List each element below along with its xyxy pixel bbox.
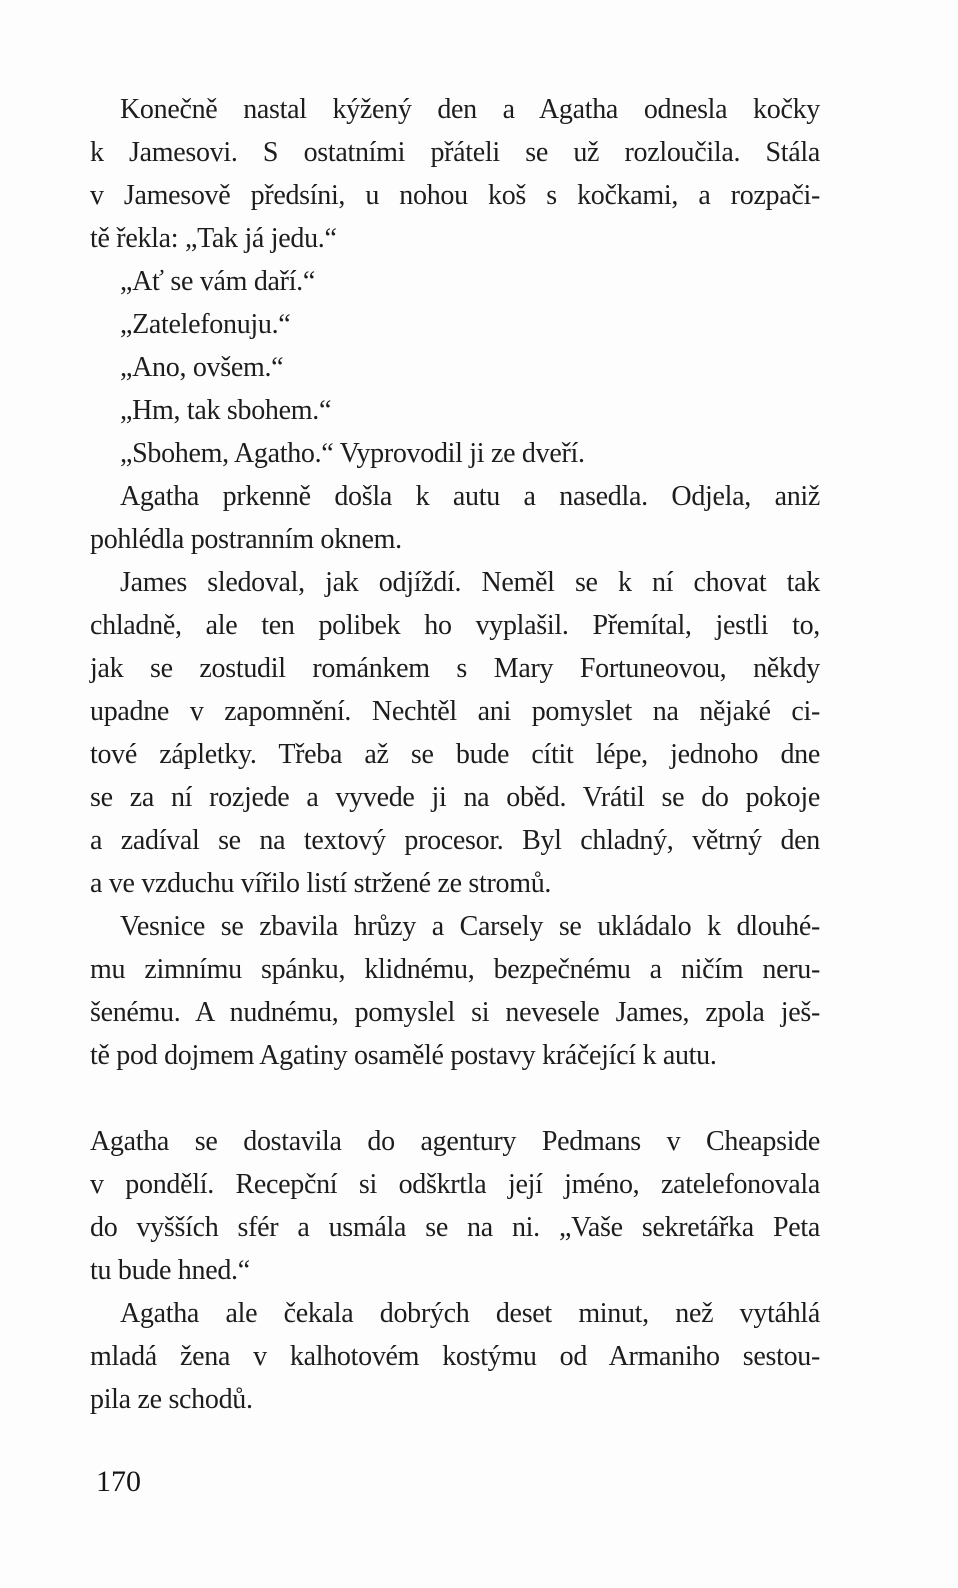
page-number: 170 xyxy=(96,1465,141,1498)
text-line: „Hm, tak sbohem.“ xyxy=(120,395,332,426)
text-line: Agatha prkenně došla k autu a nasedla. Odjela, aniž xyxy=(120,481,820,512)
paragraph xyxy=(90,1120,820,1292)
text-line: tě pod dojmem Agatiny osamělé postavy kráčející k autu. xyxy=(90,1040,717,1071)
text-line: upadne v zapomnění. Nechtěl ani pomyslet na nějaké ci- xyxy=(90,696,820,727)
paragraph xyxy=(90,1292,820,1421)
text-line: mu zimnímu spánku, klidnému, bezpečnému a ničím neru- xyxy=(90,954,820,985)
text-line: tu bude hned.“ xyxy=(90,1255,250,1286)
text-line: Vesnice se zbavila hrůzy a Carsely se ukládalo k dlouhé- xyxy=(120,911,820,942)
text-line: v pondělí. Recepční si odškrtla její jméno, zatelefonovala xyxy=(90,1169,820,1200)
paragraph xyxy=(90,475,820,561)
paragraph xyxy=(90,346,820,389)
text-line: jak se zostudil románkem s Mary Fortuneovou, někdy xyxy=(90,653,820,684)
paragraph xyxy=(90,260,820,303)
text-line: „Ano, ovšem.“ xyxy=(120,352,284,383)
text-line: Agatha ale čekala dobrých deset minut, než vytáhlá xyxy=(120,1298,820,1329)
text-line: v Jamesově předsíni, u nohou koš s kočkami, a rozpači- xyxy=(90,180,820,211)
paragraph xyxy=(90,561,820,905)
text-line: se za ní rozjede a vyvede ji na oběd. Vrátil se do pokoje xyxy=(90,782,820,813)
text-line: šenému. A nudnému, pomyslel si nevesele James, zpola ješ- xyxy=(90,997,820,1028)
text-line: „Sbohem, Agatho.“ Vyprovodil ji ze dveří. xyxy=(120,438,585,469)
text-line: chladně, ale ten polibek ho vyplašil. Přemítal, jestli to, xyxy=(90,610,820,641)
paragraph xyxy=(90,389,820,432)
text-line: a ve vzduchu vířilo listí stržené ze stromů. xyxy=(90,868,552,899)
text-line: pohlédla postranním oknem. xyxy=(90,524,402,555)
page-text xyxy=(90,88,820,1421)
paragraph xyxy=(90,905,820,1077)
text-line: k Jamesovi. S ostatními přáteli se už rozloučila. Stála xyxy=(90,137,820,168)
text-line: Konečně nastal kýžený den a Agatha odnesla kočky xyxy=(120,94,820,125)
text-line: pila ze schodů. xyxy=(90,1384,253,1415)
paragraph xyxy=(90,88,820,260)
text-line: „Ať se vám daří.“ xyxy=(120,266,316,297)
text-line: tě řekla: „Tak já jedu.“ xyxy=(90,223,337,254)
text-line: do vyšších sfér a usmála se na ni. „Vaše sekretářka Peta xyxy=(90,1212,820,1243)
text-line: Agatha se dostavila do agentury Pedmans v Cheapside xyxy=(90,1126,820,1157)
text-line: mladá žena v kalhotovém kostýmu od Armaniho sestou- xyxy=(90,1341,820,1372)
paragraph xyxy=(90,432,820,475)
text-line: a zadíval se na textový procesor. Byl chladný, větrný den xyxy=(90,825,820,856)
text-line: „Zatelefonuju.“ xyxy=(120,309,291,340)
paragraph xyxy=(90,303,820,346)
text-line: James sledoval, jak odjíždí. Neměl se k ní chovat tak xyxy=(120,567,820,598)
text-line: tové zápletky. Třeba až se bude cítit lépe, jednoho dne xyxy=(90,739,820,770)
